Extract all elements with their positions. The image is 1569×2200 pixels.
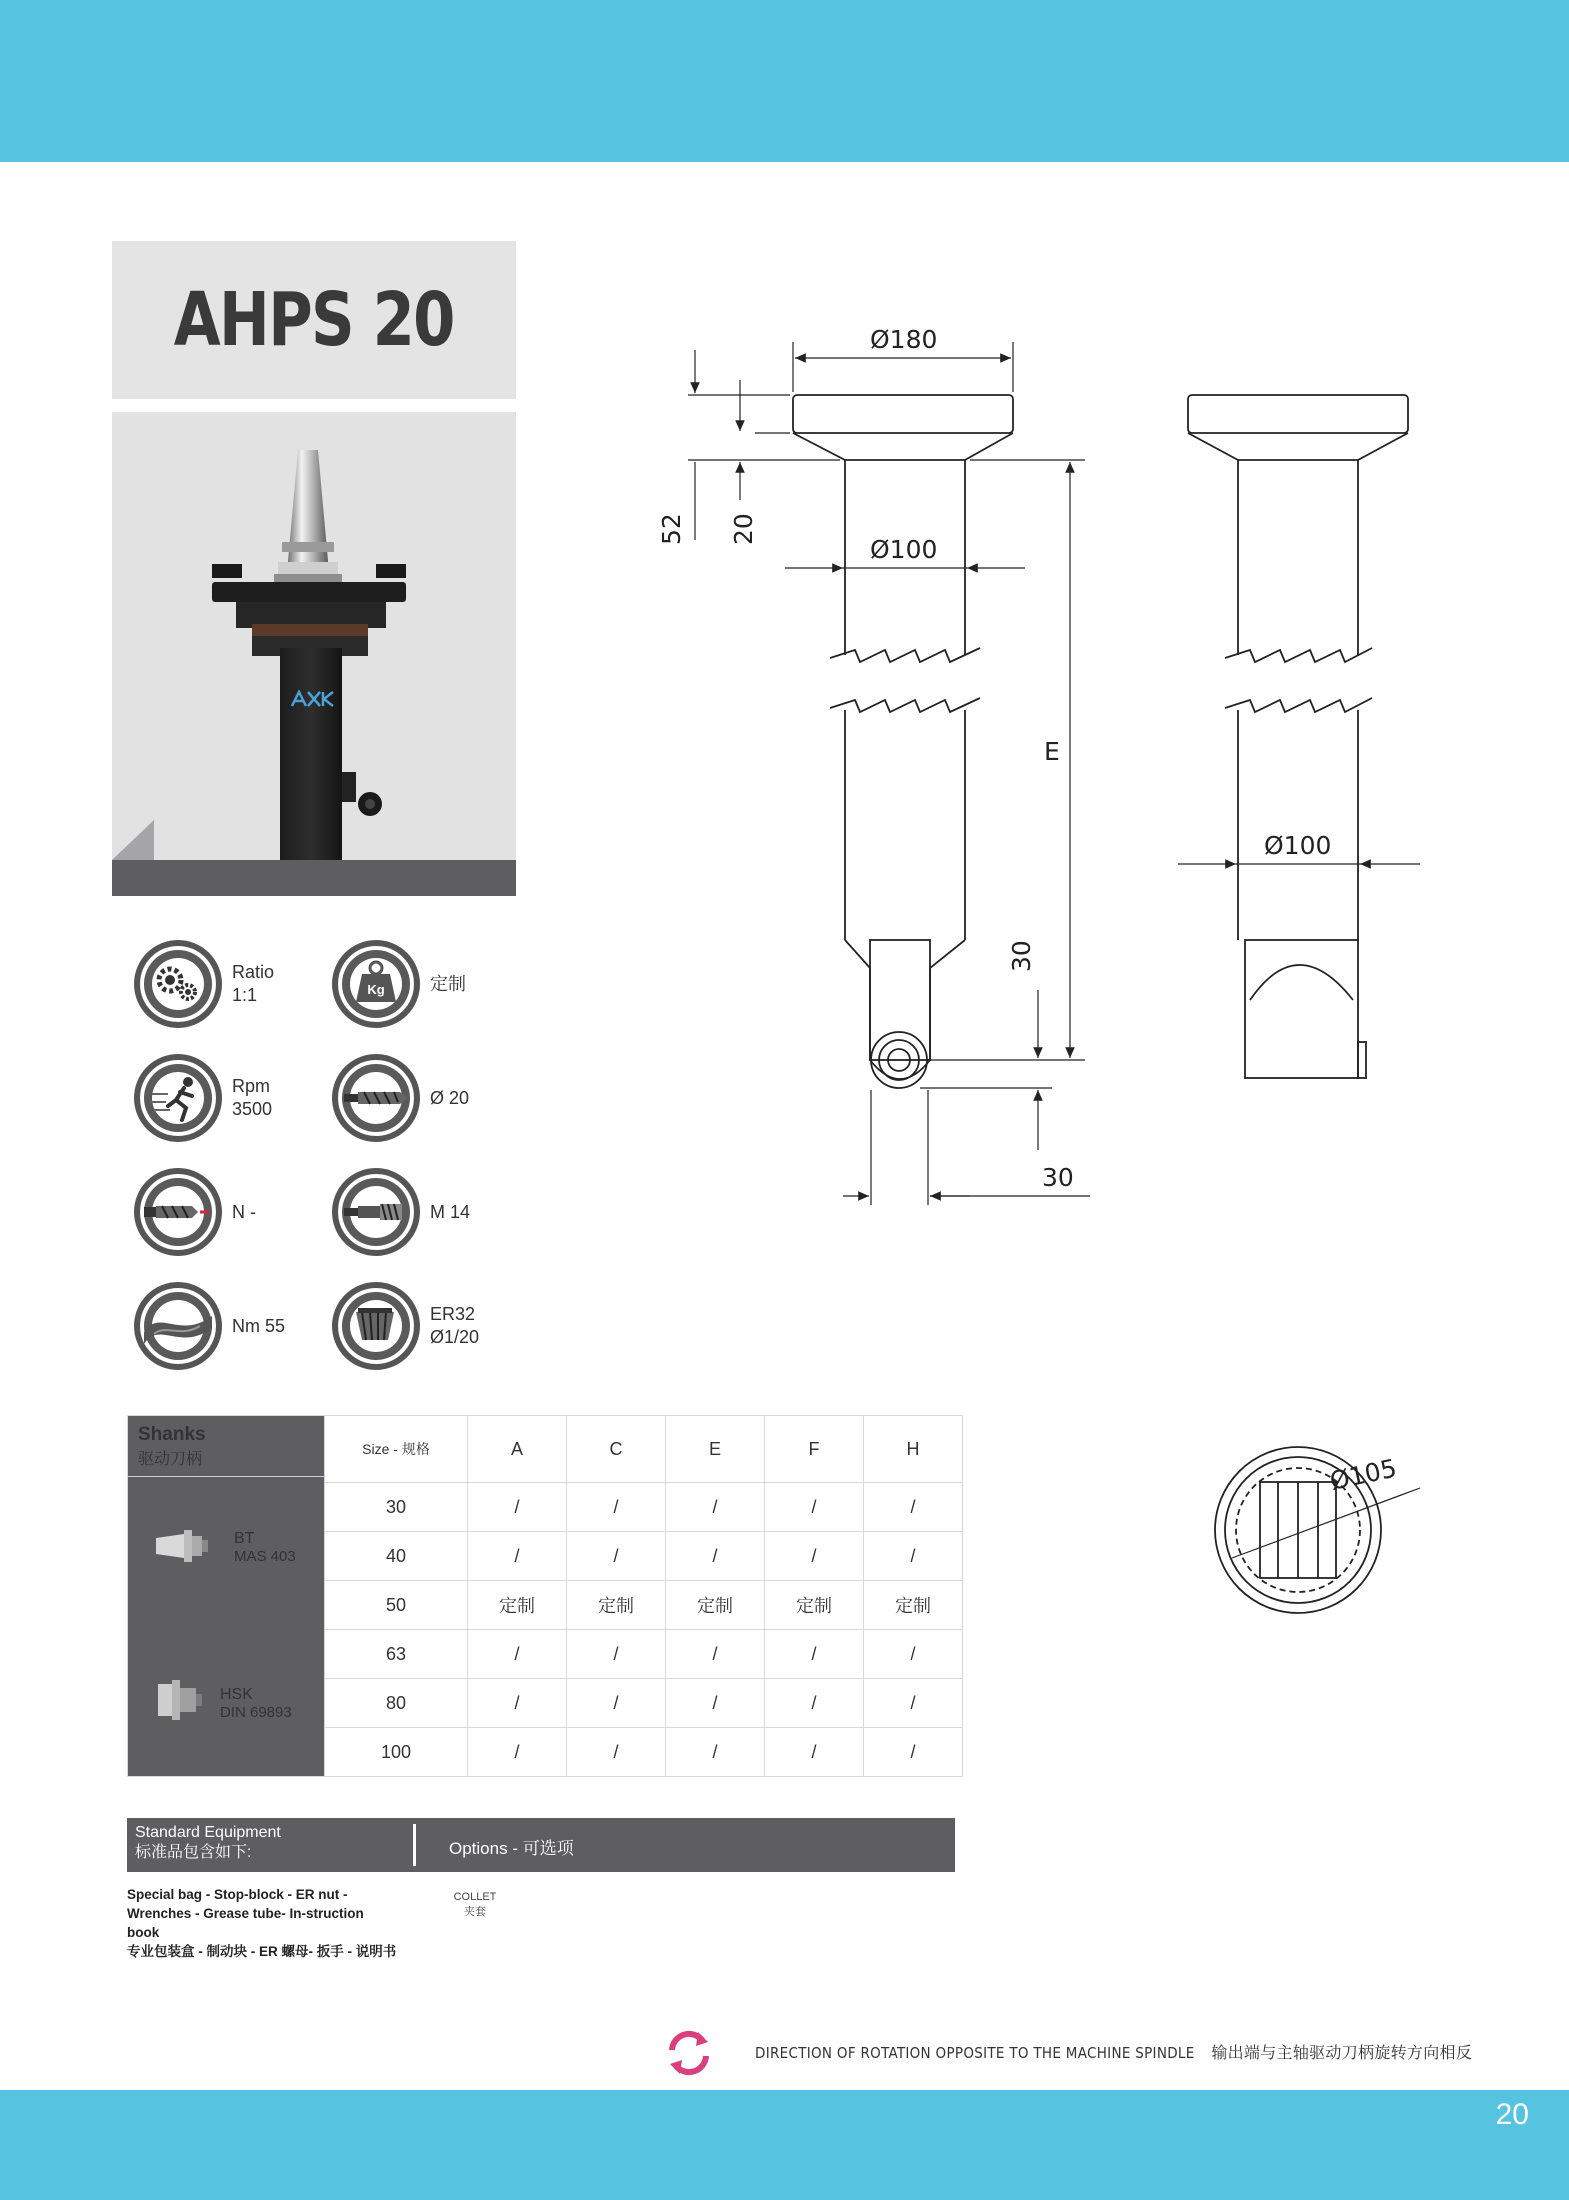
spec-diameter-text: Ø 20: [430, 1087, 470, 1108]
size-label: Size - 规格: [325, 1416, 468, 1483]
weight-icon: [332, 940, 420, 1028]
options-label: Options - 可选项: [449, 1839, 574, 1858]
hsk-shank-icon: [154, 1678, 204, 1722]
gears-icon: [134, 940, 222, 1028]
rotation-note-text: DIRECTION OF ROTATION OPPOSITE TO THE MACHINE SPINDLE: [755, 2044, 1195, 2062]
torque-icon: [134, 1282, 222, 1370]
coolant-icon: [134, 1168, 222, 1256]
cell-c: 定制: [567, 1581, 666, 1630]
weight-icon-label: Kg: [367, 982, 385, 997]
option-collet: [440, 1890, 510, 1920]
photo-footer-bar: [112, 860, 516, 896]
col-header-c: C: [567, 1416, 666, 1483]
cell-a: /: [468, 1532, 567, 1581]
spec-rpm-text: Rpm 3500: [232, 1076, 273, 1119]
spec-torque: [134, 1282, 285, 1370]
size-cell: 40: [325, 1532, 468, 1581]
cell-a: /: [468, 1483, 567, 1532]
shanks-title-cn: 驱动刀柄: [138, 1451, 203, 1468]
col-header-h: H: [864, 1416, 963, 1483]
cell-e: /: [666, 1630, 765, 1679]
cell-h: 定制: [864, 1581, 963, 1630]
collet-icon: [332, 1282, 420, 1370]
dim-vertical-30: 30: [1007, 940, 1036, 972]
running-man-icon: [134, 1054, 222, 1142]
cell-f: 定制: [765, 1581, 864, 1630]
option-collet-label-cn: 夹套: [464, 1906, 486, 1918]
dim-diameter-100-front: Ø100: [870, 535, 938, 564]
product-photo: [112, 412, 516, 896]
bottom-band: [0, 2090, 1569, 2200]
size-cell: 80: [325, 1679, 468, 1728]
rotation-note: [755, 2040, 1472, 2063]
rotation-note-text-cn: 输出端与主轴驱动刀柄旋转方向相反: [1211, 2045, 1473, 2062]
spec-ratio-text: Ratio 1:1: [232, 962, 275, 1005]
spec-rpm: [134, 1054, 272, 1142]
standard-equipment-text-cn: 专业包装盒 - 制动块 - ER 螺母- 扳手 - 说明书: [127, 1944, 397, 1959]
dim-diameter-100-side: Ø100: [1264, 831, 1332, 860]
standard-equipment-text: Special bag - Stop-block - ER nut - Wrenches - Grease tube- In-struction book: [127, 1887, 364, 1940]
title-box: [112, 241, 516, 399]
spec-weight-text: 定制: [430, 973, 466, 994]
cell-f: /: [765, 1483, 864, 1532]
shanks-table: [127, 1415, 963, 1777]
dim-length-e: E: [1044, 737, 1060, 766]
dim-height-52: 52: [657, 513, 686, 545]
cell-e: /: [666, 1483, 765, 1532]
cell-f: /: [765, 1728, 864, 1777]
spec-coolant-text: N -: [232, 1201, 256, 1222]
spec-ratio: [134, 940, 274, 1028]
dim-horizontal-30: 30: [1042, 1163, 1074, 1192]
cell-c: /: [567, 1728, 666, 1777]
spec-thread: [332, 1168, 470, 1256]
cell-c: /: [567, 1630, 666, 1679]
equipment-bar: [127, 1818, 955, 1872]
cell-f: /: [765, 1532, 864, 1581]
standard-equipment-heading: [135, 1823, 281, 1863]
standard-equipment-label-cn: 标准品包含如下:: [135, 1844, 252, 1861]
cell-e: /: [666, 1728, 765, 1777]
size-cell: 100: [325, 1728, 468, 1777]
size-cell: 30: [325, 1483, 468, 1532]
spec-weight: [332, 940, 466, 1028]
standard-equipment-label: Standard Equipment: [135, 1824, 281, 1841]
cell-h: /: [864, 1679, 963, 1728]
spec-collet-text: ER32 Ø1/20: [430, 1304, 480, 1347]
tool-holder-illustration: [112, 412, 516, 896]
cell-e: /: [666, 1532, 765, 1581]
bt-sub-label: MAS 403: [234, 1548, 296, 1565]
cell-h: /: [864, 1483, 963, 1532]
cell-c: /: [567, 1483, 666, 1532]
dim-diameter-105: Ø105: [1327, 1453, 1400, 1496]
col-header-e: E: [666, 1416, 765, 1483]
dim-diameter-180: Ø180: [870, 325, 938, 354]
cell-f: /: [765, 1630, 864, 1679]
size-cell: 63: [325, 1630, 468, 1679]
hsk-label: HSK: [220, 1686, 253, 1703]
thread-tap-icon: [332, 1168, 420, 1256]
spec-torque-text: Nm 55: [232, 1315, 286, 1336]
spec-thread-text: M 14: [430, 1201, 471, 1222]
spec-coolant: [134, 1168, 256, 1256]
standard-equipment-list: [127, 1885, 397, 1961]
cell-a: 定制: [468, 1581, 567, 1630]
hsk-sub-label: DIN 69893: [220, 1704, 292, 1721]
cell-c: /: [567, 1679, 666, 1728]
cell-e: 定制: [666, 1581, 765, 1630]
cell-c: /: [567, 1532, 666, 1581]
size-cell: 50: [325, 1581, 468, 1630]
col-header-f: F: [765, 1416, 864, 1483]
bt-label: BT: [234, 1530, 255, 1547]
col-header-a: A: [468, 1416, 567, 1483]
cell-e: /: [666, 1679, 765, 1728]
cell-h: /: [864, 1630, 963, 1679]
cell-a: /: [468, 1630, 567, 1679]
cell-h: /: [864, 1728, 963, 1777]
option-collet-label: COLLET: [453, 1891, 497, 1903]
product-title: AHPS 20: [173, 277, 455, 363]
rotation-icon: [664, 2028, 714, 2078]
drill-bit-icon: [332, 1054, 420, 1142]
dim-height-20: 20: [729, 513, 758, 545]
top-band: [0, 0, 1569, 162]
equipment-divider: [413, 1824, 416, 1866]
shanks-label-cell: [128, 1416, 325, 1777]
cell-a: /: [468, 1679, 567, 1728]
spec-collet: [332, 1282, 479, 1370]
spec-diameter: [332, 1054, 469, 1142]
cell-a: /: [468, 1728, 567, 1777]
page-number: 20: [1495, 2098, 1529, 2131]
shanks-title: Shanks: [138, 1424, 206, 1445]
cell-f: /: [765, 1679, 864, 1728]
cell-h: /: [864, 1532, 963, 1581]
bt-shank-icon: [154, 1526, 210, 1566]
